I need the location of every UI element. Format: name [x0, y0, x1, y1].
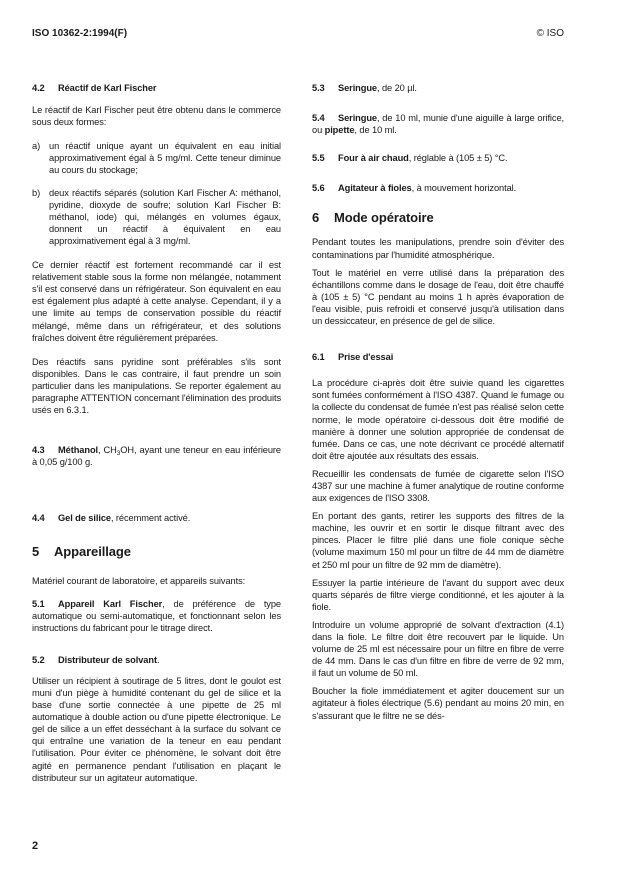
- section-text: , de 10 ml, munie d'une aiguille à large orifice, ou: [312, 113, 564, 136]
- list-marker: b): [32, 187, 41, 198]
- section-text: , à mouvement horizontal.: [411, 183, 517, 194]
- paragraph: Matériel courant de laboratoire, et appareils suivants:: [32, 576, 246, 587]
- section-term: pipette: [324, 125, 355, 136]
- paragraph: Des réactifs sans pyridine sont préférables s'ils sont disponibles. Dans le cas contraire, il faut prendre un soin particulier dans les manipulations. Se reporter également au paragraphe ATTENTION concernant l'élimination des produits usés en 6.3.1.: [32, 356, 281, 416]
- paragraph: Boucher la fiole immédiatement et agiter doucement sur un agitateur à fioles électrique (5.6) pendant au moins 20 min, en s'assurant que le filtre ne se dés-: [312, 686, 564, 721]
- section-number: 4.3: [32, 445, 45, 456]
- section-title: Appareillage: [54, 544, 131, 560]
- section-4-3: [32, 444, 281, 468]
- section-title: Four à air chaud: [338, 153, 409, 164]
- paragraph: Essuyer la partie intérieure de l'avant du support avec deux quarts séparés de filtre vierge conditionné, et les ajouter à la fiole.: [312, 577, 564, 612]
- paragraph: Ce dernier réactif est fortement recommandé car il est relativement stable sous la forme non mélangée, notamment s'il est conservé dans un réfrigérateur. Son équivalent en eau est également plus adapté à cette analyse. Cependant, il y a une limite au temps de conservation possible du réactif mélangé, même dans un réfrigérateur, et des solutions fraîches doivent être régulièrement préparées.: [32, 260, 281, 343]
- document-id: ISO 10362-2:1994(F): [32, 28, 128, 39]
- section-5-6: [312, 182, 564, 194]
- section-5-1: [32, 598, 281, 634]
- section-title: Distributeur de solvant: [58, 654, 157, 665]
- section-title: Appareil Karl Fischer: [58, 598, 163, 609]
- paragraph: Tout le matériel en verre utilisé dans la préparation des échantillons comme dans le dosage de l'eau, doit être chauffé à (105 ± 5) °C pendant au moins 1 h après évaporation de l'eau visible, puis refroidi et conservé jusqu'à utilisation dans un dessiccateur, en présence de gel de silice.: [312, 267, 564, 327]
- list-text: deux réactifs séparés (solution Karl Fischer A: méthanol, pyridine, dioxyde de soufre; solution Karl Fischer B: méthanol, iode) qui, mélangés en volumes égaux, donnent un réactif à équivalent en eau approximativement égal à 3 mg/ml.: [49, 187, 281, 246]
- right-column: [312, 82, 564, 722]
- section-title: Seringue: [338, 83, 377, 93]
- paragraph: Utiliser un récipient à soutirage de 5 litres, dont le goulot est muni d'un piège à humidité contenant du gel de silice et la base d'une sortie connectée à une pipette de 25 ml automatique à double action ou d'une pipette électronique. Le gel de silice a un effet desséchant à la surface du solvant ce qui entraîne une variation de la teneur en eau pendant l'utilisation. Pour éviter ce phénomène, le solvant doit être agité en permanence pendant l'utilisation en plaçant le distributeur sur un agitateur automatique.: [32, 675, 281, 783]
- section-number: 5.3: [312, 83, 325, 93]
- paragraph: En portant des gants, retirer les supports des filtres de la machine, les ouvrir et en sortir le disque filtrant avec des pinces. Placer le filtre plié dans une fiole conique sèche (volume maximum 150 ml pour un filtre de 44 mm de diamètre et 250 ml pour un filtre de 92 mm de diamètre).: [312, 511, 564, 570]
- section-text: , réglable à (105 ± 5) °C.: [408, 153, 508, 164]
- section-text: , de préférence de type automatique ou semi-automatique, et fonctionnant selon les instructions du fabricant pour le titrage direct.: [32, 598, 281, 633]
- list-item: [32, 187, 281, 247]
- section-number: 4.4: [32, 513, 45, 524]
- section-text: , de 20 µl.: [376, 83, 417, 93]
- section-number: 5.5: [312, 153, 325, 164]
- section-number: 5.4: [312, 113, 325, 124]
- paragraph: Pendant toutes les manipulations, prendre soin d'éviter des contaminations par l'humidité atmosphérique.: [312, 237, 564, 260]
- section-title: Prise d'essai: [338, 352, 394, 363]
- section-number: 6.1: [312, 352, 325, 363]
- list-marker: a): [32, 141, 41, 152]
- section-title: Réactif de Karl Fischer: [58, 83, 157, 93]
- section-number: 5: [32, 544, 40, 560]
- section-number: 5.1: [32, 598, 45, 609]
- section-title: Agitateur à fioles: [338, 183, 412, 194]
- section-5-3: [312, 82, 564, 94]
- section-4-2-heading: [32, 82, 281, 94]
- paragraph: Recueillir les condensats de fumée de cigarette selon l'ISO 4387 sur une machine à fumer analytique de routine conforme aux exigences de l'ISO 3308.: [312, 468, 564, 504]
- section-title: Mode opératoire: [334, 210, 434, 226]
- list-text: un réactif unique ayant un équivalent en eau initial approximativement égal à 5 mg/ml. Cette teneur diminue au cours du stockage;: [49, 141, 281, 176]
- section-text: , de 10 ml.: [354, 125, 397, 136]
- copyright-label: © ISO: [536, 28, 564, 39]
- left-column: [32, 82, 281, 784]
- section-text: .: [156, 654, 160, 665]
- section-title: Méthanol: [58, 445, 99, 456]
- section-5-heading: [32, 544, 281, 559]
- section-number: 4.2: [32, 83, 45, 93]
- formula-part: , CH: [98, 445, 117, 456]
- section-5-2: [32, 654, 281, 666]
- section-number: 5.6: [312, 183, 325, 194]
- section-number: 5.2: [32, 654, 45, 665]
- paragraph: Le réactif de Karl Fischer peut être obtenu dans le commerce sous deux formes:: [32, 105, 281, 128]
- page-number: 2: [32, 840, 39, 852]
- paragraph: Introduire un volume approprié de solvant d'extraction (4.1) dans la fiole. Le filtre doit être recouvert par le liquide. Un volume de 25 ml est nécessaire pour un filtre en fibre de verre de 44 mm. Dans le cas d'un filtre en fibre de verre de 92 mm, il faut un volume de 50 ml.: [312, 619, 564, 679]
- paragraph: La procédure ci-après doit être suivie quand les cigarettes sont fumées conformément à l'ISO 4387. Quand le fumage ou la collecte du condensat de fumée n'est pas réalisé selon cette norme, le mode opératoire ci-dessous doit être modifié de manière à donner une solution appropriée de condensat de fumée. Dans ce cas, une note décrivant ce procédé alternatif doit être ajoutée aux résultats des essais.: [312, 378, 564, 461]
- section-text: OH, ayant une teneur en eau inférieure à 0,05 g/100 g.: [32, 445, 282, 468]
- section-6-heading: [312, 210, 564, 225]
- section-title: Gel de silice: [58, 513, 111, 524]
- section-text: , récemment activé.: [110, 513, 191, 524]
- section-4-4: [32, 512, 281, 524]
- formula-subscript: 3: [116, 450, 121, 458]
- section-5-4: [312, 112, 564, 136]
- list-item: [32, 140, 281, 176]
- section-number: 6: [312, 210, 320, 226]
- section-6-1-heading: [312, 351, 564, 363]
- section-title: Seringue: [338, 113, 377, 124]
- section-5-5: [312, 152, 564, 164]
